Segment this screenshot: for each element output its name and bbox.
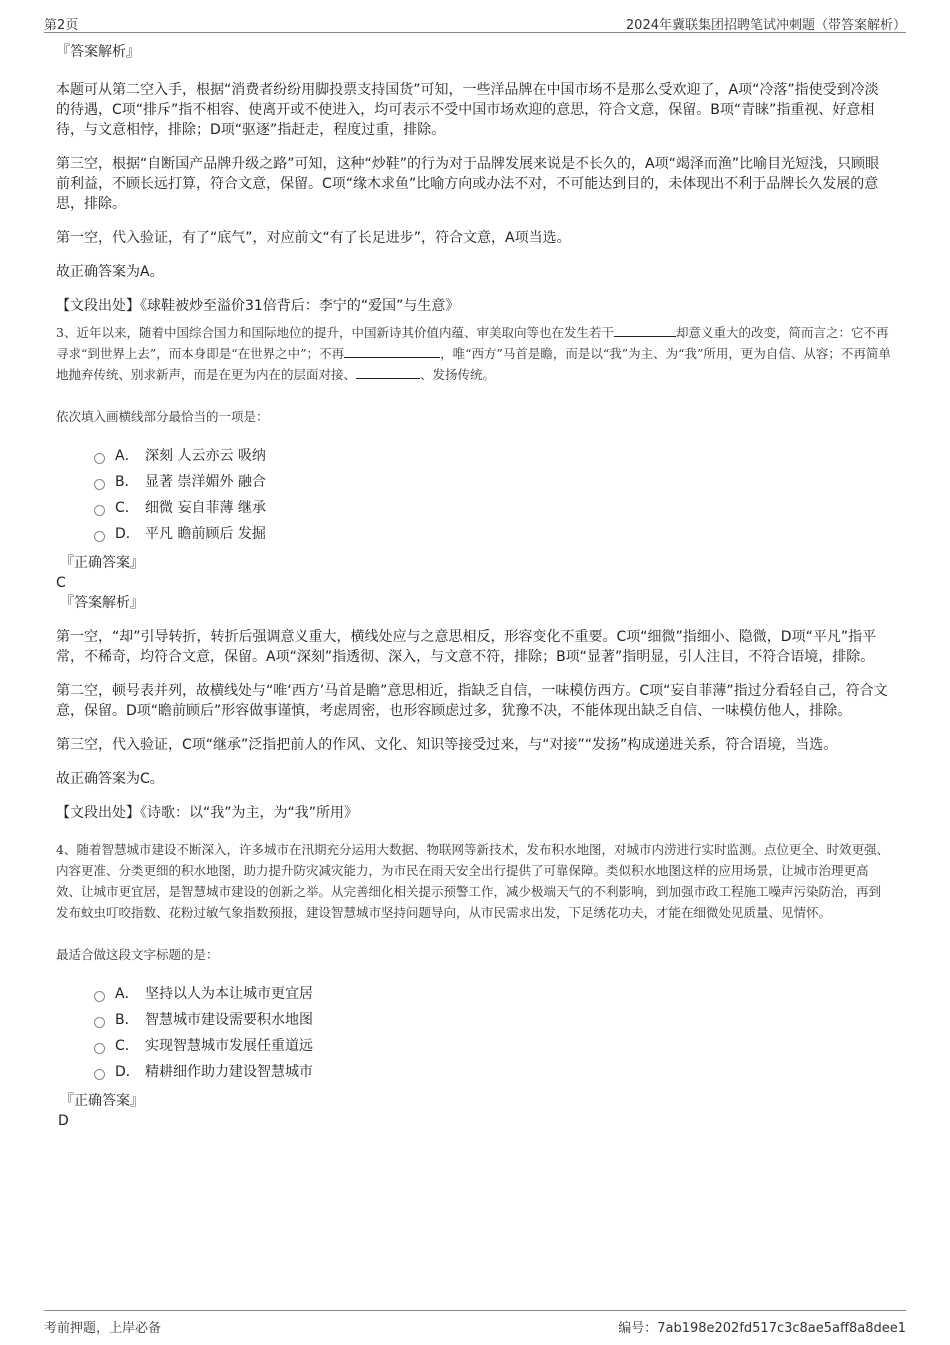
q3-options <box>94 443 892 547</box>
q2-source: 【文段出处】《球鞋被炒至溢价31倍背后：李宁的“爱国”与生意》 <box>56 298 460 314</box>
q2-analysis-paragraph: 第三空，根据“自断国产品牌升级之路”可知，这种“炒鞋”的行为对于品牌发展来说是不长久的，A项“竭泽而渔”比喻目光短浅，只顾眼前利益，不顾长远打算，符合文意，保留。C项“缘木求鱼”比喻方向或办法不对，不可能达到目的，未体现出不利于品牌长久发展的意思，排除。 <box>56 156 880 212</box>
option-text: 显著 崇洋媚外 融合 <box>145 474 266 490</box>
radio-icon[interactable] <box>94 479 105 490</box>
q3-source: 【文段出处】《诗歌：以“我”为主，为“我”所用》 <box>56 805 359 821</box>
q3-stem <box>56 322 892 385</box>
page-content <box>56 42 892 1131</box>
radio-icon[interactable] <box>94 453 105 464</box>
q3-analysis-label: 『答案解析』 <box>60 595 144 611</box>
document-id: 编号：7ab198e202fd517c3c8ae5aff8a8dee1 <box>618 1321 906 1336</box>
option-letter: C． <box>115 1038 139 1054</box>
option-letter: D． <box>115 526 140 542</box>
q2-analysis-label: 『答案解析』 <box>56 44 140 60</box>
q4-prompt: 最适合做这段文字标题的是： <box>56 947 219 962</box>
q4-stem: 4、随着智慧城市建设不断深入，许多城市在汛期充分运用大数据、物联网等新技术，发布积水地图，对城市内涝进行实时监测。点位更全、时效更强、内容更准、分类更细的积水地图，助力提升防灾减灾能力，为市民在雨天安全出行提供了可靠保障。类似积水地图这样的应用场景，让城市治理更高效、让城市更宜居，是智慧城市建设的创新之举。从完善细化相关提示预警工作，减少极端天气的不利影响，到加强市政工程施工噪声污染防治，再到发布蚊虫叮咬指数、花粉过敏气象指数预报，建设智慧城市坚持问题导向，从市民需求出发，下足绣花功夫，才能在细微处见质量、见情怀。 <box>56 842 889 920</box>
page-number: 第2页 <box>44 18 79 33</box>
q3-blank-3 <box>356 364 420 379</box>
radio-icon[interactable] <box>94 1069 105 1080</box>
option-text: 细微 妄自菲薄 继承 <box>145 500 266 516</box>
q3-stem-part: ，唯“西方”马首是瞻，而是以“我”为主、为“我”所用，更为自信、从容；不再简单地抛弃传统、别求新声，而是在更为内在的层面对接、 <box>56 346 891 382</box>
q4-answer: D <box>58 1113 69 1129</box>
q3-blank-1 <box>614 322 676 337</box>
q4-answer-label: 『正确答案』 <box>60 1093 144 1109</box>
option-text: 精耕细作助力建设智慧城市 <box>145 1064 313 1080</box>
option-letter: C． <box>115 500 139 516</box>
document-title: 2024年冀联集团招聘笔试冲刺题（带答案解析） <box>625 18 906 33</box>
radio-icon[interactable] <box>94 991 105 1002</box>
q3-analysis-paragraph: 第二空，顿号表并列，故横线处与“唯‘西方’马首是瞻”意思相近，指缺乏自信，一味模仿西方。C项“妄自菲薄”指过分看轻自己，符合文意，保留。D项“瞻前顾后”形容做事谨慎，考虑周密，也形容顾虑过多，犹豫不决，不能体现出缺乏自信、一味模仿他人，排除。 <box>56 683 888 719</box>
q3-analysis-paragraph: 第三空，代入验证，C项“继承”泛指把前人的作风、文化、知识等接受过来，与“对接”“发扬”构成递进关系，符合语境，当选。 <box>56 737 838 753</box>
q4-option-b[interactable] <box>94 1007 892 1033</box>
option-text: 深刻 人云亦云 吸纳 <box>145 448 266 464</box>
q4-option-d[interactable] <box>94 1059 892 1085</box>
q3-stem-part: 、发扬传统。 <box>420 367 496 382</box>
q3-option-d[interactable] <box>94 521 892 547</box>
option-text: 坚持以人为本让城市更宜居 <box>145 986 313 1002</box>
q4-option-c[interactable] <box>94 1033 892 1059</box>
footer-slogan: 考前押题，上岸必备 <box>44 1321 162 1336</box>
q3-answer: C <box>56 575 66 591</box>
radio-icon[interactable] <box>94 505 105 516</box>
option-letter: A． <box>115 448 139 464</box>
q3-answer-label: 『正确答案』 <box>60 555 144 571</box>
option-text: 智慧城市建设需要积水地图 <box>145 1012 313 1028</box>
q2-analysis-paragraph: 故正确答案为A。 <box>56 264 164 280</box>
q2-analysis-paragraph: 本题可从第二空入手，根据“消费者纷纷用脚投票支持国货”可知，一些洋品牌在中国市场不是那么受欢迎了，A项“冷落”指使受到冷淡的待遇，C项“排斥”指不相容、使离开或不使进入，均可表示不受中国市场欢迎的意思，符合文意，保留。B项“青睐”指重视、好意相待，与文意相悖，排除；D项“驱逐”指赶走，程度过重，排除。 <box>56 82 879 138</box>
option-letter: B． <box>115 474 139 490</box>
option-letter: A． <box>115 986 139 1002</box>
radio-icon[interactable] <box>94 1043 105 1054</box>
option-text: 平凡 瞻前顾后 发掘 <box>145 526 266 542</box>
option-letter: D． <box>115 1064 140 1080</box>
q3-blank-2 <box>344 343 440 358</box>
page-footer <box>44 1310 906 1335</box>
page-header <box>44 10 906 33</box>
option-text: 实现智慧城市发展任重道远 <box>145 1038 313 1054</box>
q3-option-b[interactable] <box>94 469 892 495</box>
option-letter: B． <box>115 1012 139 1028</box>
radio-icon[interactable] <box>94 531 105 542</box>
q2-analysis-paragraph: 第一空，代入验证，有了“底气”，对应前文“有了长足进步”，符合文意，A项当选。 <box>56 230 571 246</box>
q3-analysis-paragraph: 故正确答案为C。 <box>56 771 164 787</box>
q3-stem-part: 却意义重大的改变，简而言之：它不再寻求“到世界上去”，而本身即是“在世界之中”；不再 <box>56 325 889 361</box>
q3-option-c[interactable] <box>94 495 892 521</box>
q3-prompt: 依次填入画横线部分最恰当的一项是： <box>56 409 269 424</box>
q3-stem-part: 3、近年以来，随着中国综合国力和国际地位的提升，中国新诗其价值内蕴、审美取向等也在发生若干 <box>56 325 614 340</box>
radio-icon[interactable] <box>94 1017 105 1028</box>
q3-analysis-paragraph: 第一空，“却”引导转折，转折后强调意义重大，横线处应与之意思相反，形容变化不重要。C项“细微”指细小、隐微，D项“平凡”指平常，不稀奇，均符合文意，保留。A项“深刻”指透彻、深入，与文意不符，排除；B项“显著”指明显，引人注目，不符合语境，排除。 <box>56 629 877 665</box>
q4-option-a[interactable] <box>94 981 892 1007</box>
q4-options <box>94 981 892 1085</box>
q3-option-a[interactable] <box>94 443 892 469</box>
